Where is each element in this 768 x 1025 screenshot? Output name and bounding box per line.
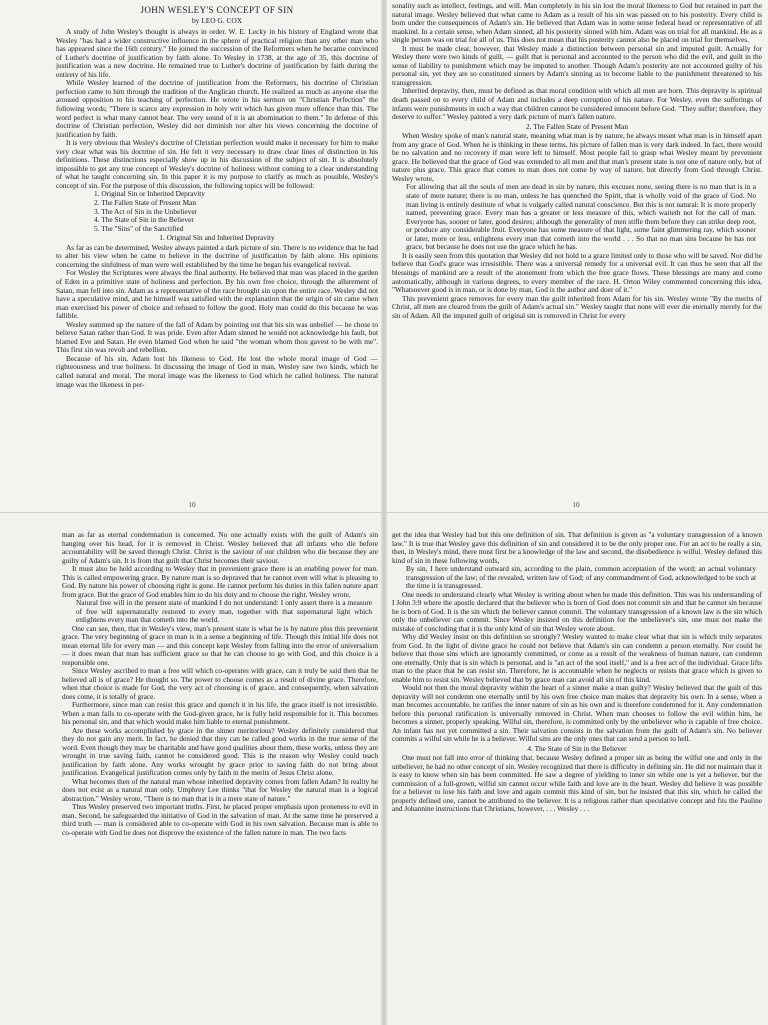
topic-list (56, 190, 378, 233)
text-column (392, 2, 762, 320)
paragraph: While Wesley learned of the doctrine of justification from the Reformers, his doctrine of Christian perfection came to him through the tradition of the Anglican church. He realized as much as anyone else the aroused opposition to his teaching of perfection. He wrote in his sermon on "Christian Perfection" the following words; "There is scarce any expression in holy writ which has given more offence than this. The word perfect is what many cannot bear. The very sound of it is an abomination to them." In defense of this doctrine of Christian perfection, Wesley did not diminish nor alter his views concerning the doctrine of justification by faith. (56, 78, 378, 139)
paragraph: This prevenient grace removes for every man the guilt inherited from Adam for his sin. Wesley wrote "By the merits of Christ, all men are cleared from the guilt of Adam's actual sin." Wesley taught that none will ever die eternally merely for the sin of Adam. All the imputed guilt of original sin is removed in Christ for every (392, 293, 762, 320)
section-heading: 4. The State of Sin in the Believer (527, 743, 627, 753)
paragraph: Thus Wesley preserved two important truths. First, he placed proper emphasis upon proneness to evil in man. Second, he safeguarded the initiative of God in the salvation of man. At the same time he preserved a third truth — man is considered able to co-operate with God in his own salvation. Because man is able to co-operate with God he does not disprove the existence of the fallen nature in man. The two facts (62, 802, 378, 837)
page-bottom-left (0, 513, 384, 1025)
paragraph: One needs to understand clearly what Wesley is writing about when he made this definition. This was his understanding of I John 3:9 where the apostle declared that the believer who is born of God does not commit sin and that he cannot sin because he is born of God. It is the sin which the believer cannot commit. The voluntary transgression of a known law is the sin which only the unbeliever can commit. Since Wesley insisted on this definition for the unbeliever's sin, one must not make the mistake of concluding that it is the only kind of sin that Wesley wrote about. (392, 589, 762, 633)
paragraph: Furthermore, since man can resist this grace and quench it in his life, the grace itself is not irresistible. When a man fails to co-operate with the God-given grace, he is fully held responsible for it. This becomes his personal sin, and that which would make him liable to eternal punishment. (62, 700, 378, 726)
paragraph: It must be made clear, however, that Wesley made a distinction between personal sin and imputed guilt. Actually for Wesley there were two kinds of guilt, — guilt that is personal and accounted to the person who did the evil, and guilt in the sense of liability to punishment which may be imputed to another. Though Adam's posterity are not accounted guilty of his personal sin, yet they are so constituted sinners by Adam's sinning as to become liable to the punishment threatened to his transgression. (392, 43, 762, 87)
article-title: JOHN WESLEY'S CONCEPT OF SIN (140, 5, 294, 15)
page-bottom-right (384, 513, 768, 1025)
paragraph: man as far as eternal condemnation is concerned. No one actually exists with the guilt of Adam's sin hanging over his head, for it is removed in Christ. Wesley believed that all infants who die before accountability will be saved through Christ. Christ is the saviour of our children who die because they are guilty of Adam's sin. It is from that guilt that Christ becomes their saviour. (62, 530, 378, 565)
paragraph: Why did Wesley insist on this definition so strongly? Wesley wanted to make clear what that sin is which truly separates from God. In the light of divine grace he could not believe that Adam's sin can condemn a person eternally. Nor could he believe that those sins which are ignorantly committed, or come as a result of the weakness of human nature, can condemn one eternally. Only that is sin which is personal, and is "an act of the soul itself," and is a free act of the individual. Grace lifts man to the place that he can resist sin. Therefore, he is accountable when he neglects or resists that grace which is given to enable him to resist sin. Wesley believed that by grace man can avoid all sin of this kind. (392, 632, 762, 684)
page-top-right (384, 0, 768, 512)
topic-item: 1. Original Sin or Inherited Depravity (94, 189, 205, 199)
topic-item: 4. The State of Sin in the Believer (94, 215, 194, 225)
block-quote: Natural free will in the present state of mankind I do not understand: I only assert there is a measure of free will supernaturally restored to every man, together with that supernatural light which enlightens every man that cometh into the world. (76, 598, 372, 624)
block-quote: For allowing that all the souls of men are dead in sin by nature, this excuses none, seeing there is no man that is in a state of mere nature; there is no man, unless he has quenched the Spirit, that is wholly void of the grace of God. No man living is entirely destitute of what is vulgarly called natural conscience. But this is not natural: It is more properly named, preventing grace. Every man has a greater or less measure of this, which waiteth not for the call of man. Everyone has, sooner or later, good desires; although the generality of men stifle them before they can strike deep root, or produce any considerable fruit. Everyone has some measure of that light, some faint glimmering ray, which sooner or later, more or less, enlightens every man that cometh into the world . . . So that no man sins because he has not grace, but because he does not use the grace which he has. (406, 182, 756, 252)
top-spread (0, 0, 768, 512)
paragraph: It must also be held according to Wesley that in prevenient grace there is an enabling power for man. This is called empowering grace. By nature man is so depraved that he cannot even will what is pleasing to God. By nature his power of choosing right is gone. He cannot perform his duties in this fallen nature apart from grace. But the grace of God enables him to do his duty and to choose the right. Wesley wrote, (62, 564, 378, 599)
topic-item: 3. The Act of Sin in the Unbeliever (94, 206, 198, 216)
paragraph: For Wesley the Scriptures were always the final authority. He believed that man was placed in the garden of Eden in a primitive state of holiness and perfection. By his own free choice, through the allurement of Satan, man fell into sin. Adam as a representative of the race brought sin upon the entire race. Wesley did not have a speculative mind, and he himself was satisfied with the explanation that the origin of sin came when man exercised his power of choice and refused to follow the good. Holy man could do this because he was fallible. (56, 268, 378, 321)
bottom-spread (0, 512, 768, 1025)
paragraph: A study of John Wesley's thought is always in order. W. E. Lecky in his history of England wrote that Wesley "has had a wider constructive influence in the sphere of practical religion than any other man who has appeared since the 16th century." He joined the succession of the Reformers when he became convinced of Luther's doctrine of justification by faith alone. To Wesley in 1738, at the age of 35, this doctrine of justification was a new doctrine. He remained true to Luther's doctrine of justification by faith during the entirety of his life. (56, 27, 378, 79)
paragraph: get the idea that Wesley had but this one definition of sin. That definition is given as "a voluntary transgression of a known law." It is true that Wesley gave this definition of sin and considered it to be the only proper one. For an act to be really a sin, then, in Wesley's mind, there must first be a knowledge of the law and second, the disobedience is wilful. Wesley defined this kind of sin in these following words, (392, 530, 762, 565)
article-byline: by LEO G. COX (191, 15, 243, 25)
paragraph: Inherited depravity, then, must be defined as that moral condition with which all men are born. This depravity is spiritual death passed on to every child of Adam and includes a deep corruption of his nature. For Wesley, even the sufferings of infants were punishments in such a way that children cannot be considered innocent before God. "They suffer; therefore, they deserve to suffer." Wesley painted a very dark picture of man's fallen nature. (392, 86, 762, 122)
paragraph: One must not fall into error of thinking that, because Wesley defined a proper sin as being the wilful one and only in the unbeliever, he had no other concept of sin. Wesley recognized that there is difficulty in defining sin. He did not maintain that it is easy to know when sin has been committed. He saw a degree of yielding to inner sin while one is yet a believer, but the commission of a full-grown, wilful sin cannot occur while faith and love are in the heart. Wesley did believe it was possible for a believer to lose his faith and love and again commit this kind of sin, but he insisted that this sin, which he called the properly defined one, cannot be attributed to the believer. It is a religious rather than speculative concept and fits the Pauline and Johannine instructions that Christians, however, . . . Wesley . . . (392, 753, 762, 813)
paragraph: Because of his sin, Adam lost his likeness to God. He lost the whole moral image of God — righteousness and true holiness. In discussing the image of God in man, Wesley saw two kinds, which he called natural and moral. The moral image was the likeness to God which he called holiness. The natural image was the likeness in per- (56, 353, 378, 389)
text-column (392, 531, 762, 814)
topic-item: 5. The "Sins" of the Sanctified (94, 223, 184, 233)
paragraph: Are these works accomplished by grace in the sinner meritorious? Wesley definitely considered that they do not gain any merit. In fact, he denied that they can be called good works in the true sense of the word. Even though they may be charitable and have good qualities about them, these works, unless they are wrought in true saving faith, cannot be considered good. This is the reason why Wesley could teach justification by faith alone. Any works wrought by grace prior to saving faith do not bring about justification. Evangelical justification comes only by faith in the merits of Jesus Christ alone. (62, 725, 378, 777)
paragraph: One can see, then, that in Wesley's view, man's present state is what he is by nature plus this prevenient grace. The very beginning of grace in man is in a sense a beginning of life. Though this initial life does not mean eternal life for every man — and this concept kept Wesley from falling into the error of universalism — it does mean that man has sufficient grace so that he can choose to go with God, and this choice is a responsible one. (62, 623, 378, 667)
paragraph: Since Wesley ascribed to man a free will which co-operates with grace, can it truly be said then that he believed all is of grace? He thought so. The power to choose comes as a result of divine grace. Therefore, when that choice is made for God, the very act of choosing is of grace, and consequently, when salvation does come, it is totally of grace. (62, 666, 378, 701)
page-number: 10 (572, 501, 580, 509)
block-quote: By sin, I here understand outward sin, according to the plain, common acceptation of the word; an actual voluntary transgression of the law; of the revealed, written law of God; of any commandment of God, acknowledged to be such at the time it is transgressed. (406, 564, 756, 590)
text-column (56, 6, 378, 389)
paragraph: sonality such as intellect, feelings, and will. Man completely in his sin lost the moral likeness to God but retained in part the natural image. Wesley believed that what came to Adam as a result of his sin was passed on to his posterity. Every child is born under the consequences of Adam's sin. He believed that Adam was in some sense federal head or representative of all mankind. In a certain sense, when Adam sinned, all his posterity sinned with him. Adam was on trial for all mankind. He as a single person was on trial for all of us. This does not mean that his posterity cannot also be placed on trial for themselves. (392, 1, 762, 45)
paragraph: What becomes then of the natural man whose inherited depravity comes from fallen Adam? In reality he does not exist as a natural man only. Umphrey Lee thinks "that for Wesley the natural man is a logical abstraction." Wesley wrote, "There is no man that is in a mere state of nature." (62, 776, 378, 803)
page-number: 10 (188, 501, 196, 509)
page-top-left (0, 0, 384, 512)
paragraph: As far as can be determined, Wesley always painted a dark picture of sin. There is no evidence that he had to alter his view when he came to believe in the doctrine of justification by faith alone. His opinions concerning the sinfulness of man were well established by the time he began his evangelical revival. (56, 242, 378, 269)
paragraph: It is easily seen from this quotation that Wesley did not hold to a grace limited only to those who will be saved. Nor did he believe that God's grace was irresistible. There was a universal remedy for a universal evil. It can thus be seen that all the blessings of mankind are a result of the atonement from which the free grace flows. These blessings are many and come automatically, although in various degrees, to every member of the race. H. Orton Wiley commented concerning this idea, "Whatsoever good is in man, or is done by man, God is the author and doer of it." (392, 250, 762, 295)
paragraph: Would not then the moral depravity within the heart of a sinner make a man guilty? Wesley believed that the guilt of this depravity will not condemn one eternally until by his own free choice man makes that depravity his own. In a sense, when a man becomes accountable, he ratifies the inner nature of sin as his own and is therefore condemned for it. Any condemnation before this personal ratification is universally removed in Christ. When man chooses to follow the evil within him, he becomes a sinner, properly speaking. Wilful sin, therefore, is committed only by the unbeliever who is capable of free choice. An infant has not yet committed a sin. Their salvation consists in the salvation from the guilt of Adam's sin. No believer commits a wilful sin while he is a believer. Wilful sins are the only ones that can send a person to hell. (392, 683, 762, 743)
section-heading: 1. Original Sin and Inherited Depravity (159, 233, 275, 243)
text-column (62, 531, 378, 837)
section-heading: 2. The Fallen State of Present Man (525, 121, 629, 131)
topic-item: 2. The Fallen State of Present Man (94, 198, 197, 208)
paragraph: It is very obvious that Wesley's doctrine of Christian perfection would make it necessary for him to make very clear what was his doctrine of sin. He felt it very necessary to draw clear lines of distinction in his definitions. These distinctions especially show up in his discussion of the subject of sin. It is absolutely impossible to get any true concept of Wesley's doctrine of holiness without coming to a clear understanding of what he taught concerning sin. In this paper it is my purpose to clarify as much as possible, Wesley's concept of sin. For the purpose of this discussion, the following topics will be followed: (56, 138, 378, 190)
paragraph: Wesley summed up the nature of the fall of Adam by pointing out that his sin was unbelief — he chose to believe Satan rather than God. It was pride. Even after Adam sinned he would not acknowledge his fault, but blamed Eve and Satan. He even blamed God when he said "the woman whom thou gavest to be with me". This first sin was revolt and rebellion. (56, 319, 378, 355)
paragraph: When Wesley spoke of man's natural state, meaning what man is by nature, he always meant what man is in himself apart from any grace of God. When he is thinking in these terms, his picture of fallen man is very dark indeed. In fact, there would be no salvation and no recovery if man were left to himself. Most people fail to grasp what Wesley meant by prevenient grace. He believed that the grace of God was extended to all men and that man's present state is not one of nature only, but of nature plus grace. This grace that comes to man does not come by way of nature, but directly from God through Christ. Wesley wrote, (392, 131, 762, 183)
